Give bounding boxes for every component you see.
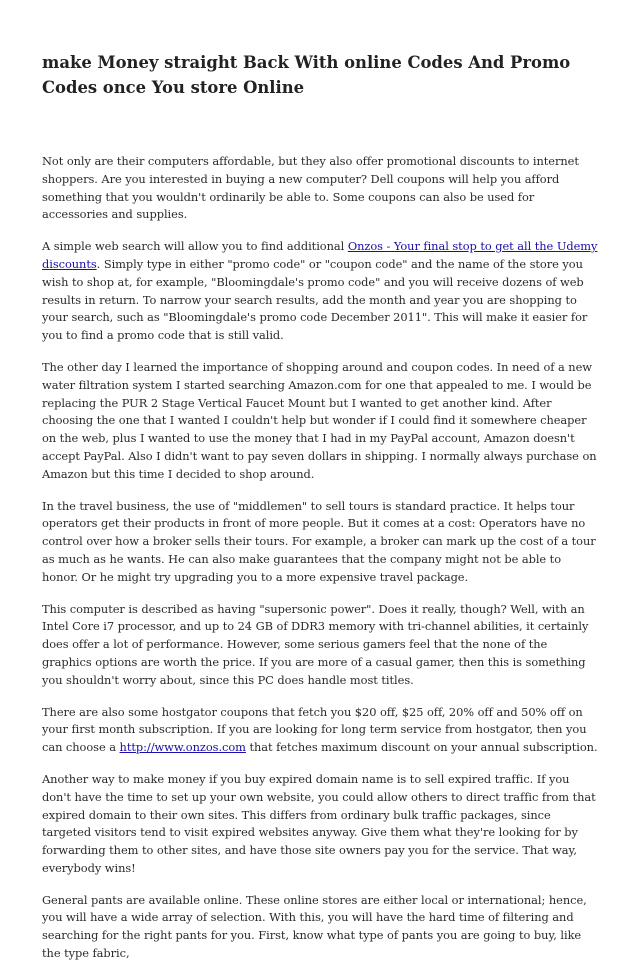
article-body: [42, 153, 600, 977]
paragraph-8: General pants are available online. These online stores are either local or international; hence, you will have a wide array of selection. With this, you will have the hard time of filtering and searching for the right pants for you. First, know what type of pants you are going to buy, like the type fabric,: [42, 892, 587, 961]
paragraph-4: In the travel business, the use of "middlemen" to sell tours is standard practice. It helps tour operators get their products in front of more people. But it comes at a cost: Operators have no control over how a broker sells their tours. For example, a broker can mark up the cost of a tour as much as he wants. He can also make guarantees that the company might not be able to honor. Or he might try upgrading you to a more expensive travel package.: [42, 498, 596, 584]
onzos-url-link[interactable]: http://www.onzos.com: [119, 740, 246, 755]
paragraph-2: [42, 238, 600, 345]
paragraph-2-text-after: . Simply type in either "promo code" or "coupon code" and the name of the store you wish to shop at, for example, "Bloomingdale's promo code" and you will receive dozens of web results in return. To narrow your search results, add the month and year you are shopping to your search, such as "Bloomingdale's promo code December 2011". This will make it easier for you to find a promo code that is still valid.: [42, 256, 588, 343]
paragraph-6: [42, 704, 600, 757]
paragraph-2-text-before: A simple web search will allow you to find additional: [42, 239, 348, 254]
onzos-udemy-link[interactable]: Onzos - Your final stop to get all the Udemy discounts: [42, 239, 598, 271]
paragraph-3: The other day I learned the importance of shopping around and coupon codes. In need of a new water filtration system I started searching Amazon.com for one that appealed to me. I would be replacing the PUR 2 Stage Vertical Faucet Mount but I wanted to get another kind. After choosing the one that I wanted I couldn't help but wonder if I could find it somewhere cheaper on the web, plus I wanted to use the money that I had in my PayPal account, Amazon doesn't accept PayPal. Also I didn't want to pay seven dollars in shipping. I normally always purchase on Amazon but this time I decided to shop around.: [42, 359, 597, 481]
paragraph-5: This computer is described as having "supersonic power". Does it really, though? Well, with an Intel Core i7 processor, and up to 24 GB of DDR3 memory with tri-channel abilities, it certainly does offer a lot of performance. However, some serious gamers feel that the none of the graphics options are worth the price. If you are more of a casual gamer, then this is something you shouldn't worry about, since this PC does handle most titles.: [42, 601, 589, 687]
paragraph-1: Not only are their computers affordable, but they also offer promotional discounts to internet shoppers. Are you interested in buying a new computer? Dell coupons will help you afford something that you wouldn't ordinarily be able to. Some coupons can also be used for accessories and supplies.: [42, 154, 579, 222]
page-title: make Money straight Back With online Codes And Promo Codes once You store Online: [42, 53, 571, 97]
paragraph-7: Another way to make money if you buy expired domain name is to sell expired traffic. If you don't have the time to set up your own website, you could allow others to direct traffic from that expired domain to their own sites. This differs from ordinary bulk traffic packages, since targeted visitors tend to visit expired websites anyway. Give them what they're looking for by forwarding them to other sites, and have those site owners pay you for the service. That way, everybody wins!: [42, 771, 596, 875]
paragraph-6-text-before: There are also some hostgator coupons that fetch you $20 off, $25 off, 20% off and 50% off on your first month subscription. If you are looking for long term service from hostgator, then you can choose a: [42, 704, 587, 755]
paragraph-6-text-after: that fetches maximum discount on your annual subscription.: [245, 740, 598, 755]
